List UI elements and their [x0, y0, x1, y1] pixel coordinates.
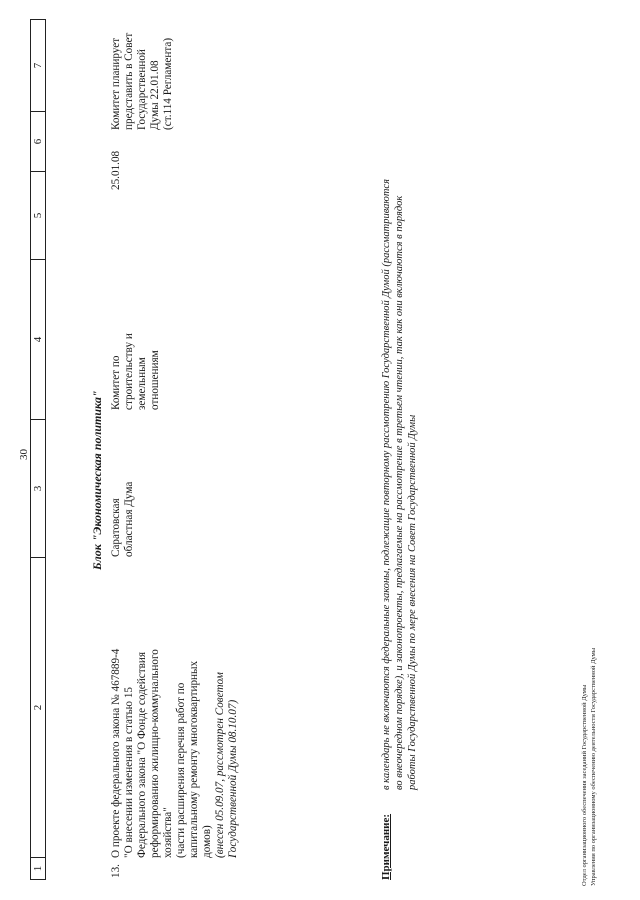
footer-line: Отдел организационного обеспечения заседаний Государственной Думы — [581, 684, 588, 886]
description-line: О проекте федерального закона № 467889-4 — [110, 648, 122, 858]
description-line: реформированию жилищно-коммунального — [149, 649, 161, 858]
column-header-5: 5 — [31, 172, 46, 260]
committee-line: строительству и — [123, 333, 135, 410]
column-header-table — [30, 19, 46, 880]
column-header-4: 4 — [31, 260, 46, 420]
committee-line: Комитет по — [110, 355, 122, 410]
description-line: "О внесении изменения в статью 15 — [123, 686, 135, 858]
note-label: Примечание: — [380, 813, 392, 880]
note-line: Думы 22.01.08 — [149, 60, 161, 130]
review-date: 25.01.08 — [110, 150, 122, 190]
column-header-7: 7 — [31, 20, 46, 112]
description-line: (части расширения перечня работ по — [175, 682, 187, 858]
initiator-line: Саратовская — [110, 498, 122, 557]
column-header-1: 1 — [31, 858, 46, 880]
description-line: капитальному ремонту многоквартирных — [188, 660, 200, 858]
note-text — [380, 179, 419, 790]
column-header-2: 2 — [31, 558, 46, 858]
page-number: 30 — [18, 449, 30, 460]
note-text-line: во внеочередном порядке), и законопроекты, предлагаемые на рассмотрение в третьем чтении, так как они включаются в порядок — [394, 195, 405, 790]
footer — [580, 648, 598, 886]
committee-note — [110, 20, 175, 130]
note-line: (ст.114 Регламента) — [162, 37, 174, 130]
block-title: Блок "Экономическая политика" — [90, 390, 104, 570]
committee-line: земельным — [136, 357, 148, 410]
column-header-6: 6 — [31, 112, 46, 172]
initiator — [110, 441, 136, 557]
footer-line: Управления по организационному обеспечению деятельности Государственной Думы — [590, 647, 597, 886]
committee-line: отношениям — [149, 350, 161, 410]
bill-description — [110, 612, 240, 858]
description-line: Федерального закона "О Фонде содействия — [136, 651, 148, 858]
description-italic-line: Государственной Думы 08.10.07) — [227, 699, 239, 858]
table-header-row — [31, 20, 46, 880]
description-line: хозяйства" — [162, 807, 174, 858]
responsible-committee — [110, 310, 162, 410]
description-italic-line: (внесен 05.09.07, рассмотрен Советом — [214, 672, 226, 858]
row-number: 13. — [110, 864, 122, 878]
description-line: домов) — [201, 825, 213, 858]
note-text-line: в календарь не включаются федеральные законы, подлежащие повторному рассмотрению Государственной Думой (рассматриваются — [381, 179, 392, 790]
column-header-3: 3 — [31, 420, 46, 558]
note-line: Комитет планирует — [110, 37, 122, 130]
note-line: Государственной — [136, 49, 148, 130]
note-line: представить в Совет — [123, 32, 135, 130]
note-text-line: работы Государственной Думы по мере внесения на Совет Государственной Думы — [407, 414, 418, 790]
initiator-line: областная Дума — [123, 481, 135, 557]
